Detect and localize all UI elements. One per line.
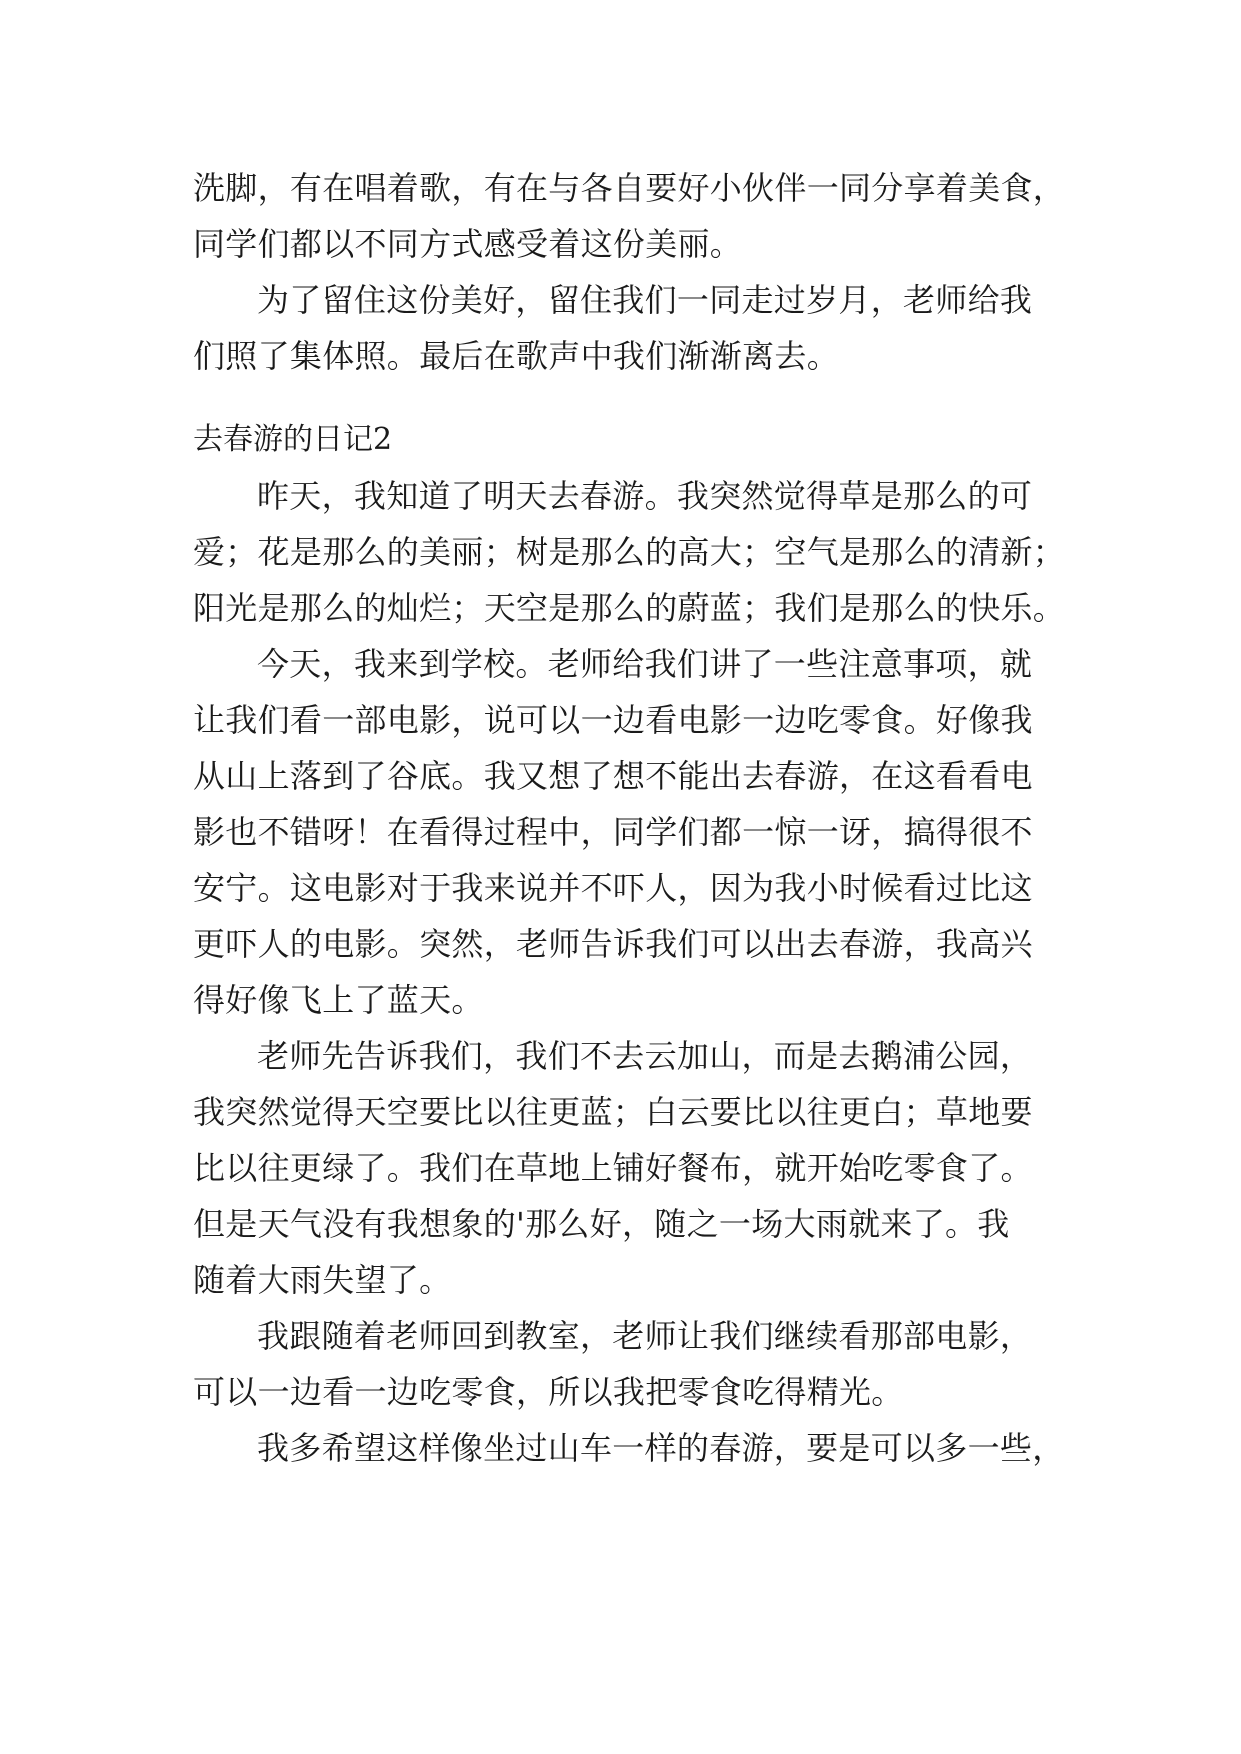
text-line: 得好像飞上了蓝天。 — [193, 981, 484, 1019]
text-line: 们照了集体照。最后在歌声中我们渐渐离去。 — [193, 337, 840, 375]
text-line: 让我们看一部电影，说可以一边看电影一边吃零食。好像我 — [193, 701, 1033, 739]
paragraph-start: 我跟随着老师回到教室，老师让我们继续看那部电影， — [257, 1317, 1033, 1355]
paragraph-start: 我多希望这样像坐过山车一样的春游，要是可以多一些， — [257, 1429, 1065, 1467]
text-line: 同学们都以不同方式感受着这份美丽。 — [193, 225, 743, 263]
text-line: 从山上落到了谷底。我又想了想不能出去春游，在这看看电 — [193, 757, 1033, 795]
text-line: 比以往更绿了。我们在草地上铺好餐布，就开始吃零食了。 — [193, 1149, 1033, 1187]
text-line: 洗脚，有在唱着歌，有在与各自要好小伙伴一同分享着美食， — [193, 169, 1066, 207]
text-line: 安宁。这电影对于我来说并不吓人，因为我小时候看过比这 — [193, 869, 1033, 907]
paragraph-start: 今天，我来到学校。老师给我们讲了一些注意事项，就 — [257, 645, 1033, 683]
paragraph-start: 昨天，我知道了明天去春游。我突然觉得草是那么的可 — [257, 477, 1033, 515]
text-line: 更吓人的电影。突然，老师告诉我们可以出去春游，我高兴 — [193, 925, 1033, 963]
text-line: 我突然觉得天空要比以往更蓝；白云要比以往更白；草地要 — [193, 1093, 1033, 1131]
text-line: 阳光是那么的灿烂；天空是那么的蔚蓝；我们是那么的快乐。 — [193, 589, 1066, 627]
text-line: 影也不错呀！在看得过程中，同学们都一惊一讶，搞得很不 — [193, 813, 1033, 851]
text-line: 但是天气没有我想象的'那么好，随之一场大雨就来了。我 — [193, 1205, 1010, 1243]
section-gap — [193, 384, 1063, 412]
paragraph-start: 为了留住这份美好，留住我们一同走过岁月，老师给我 — [257, 281, 1033, 319]
paragraph-start: 老师先告诉我们，我们不去云加山，而是去鹅浦公园， — [257, 1037, 1033, 1075]
document-body — [193, 160, 1066, 1476]
text-line: 爱；花是那么的美丽；树是那么的高大；空气是那么的清新； — [193, 533, 1066, 571]
section-heading: 去春游的日记2 — [193, 422, 393, 457]
text-line: 随着大雨失望了。 — [193, 1261, 452, 1299]
text-line: 可以一边看一边吃零食，所以我把零食吃得精光。 — [193, 1373, 904, 1411]
